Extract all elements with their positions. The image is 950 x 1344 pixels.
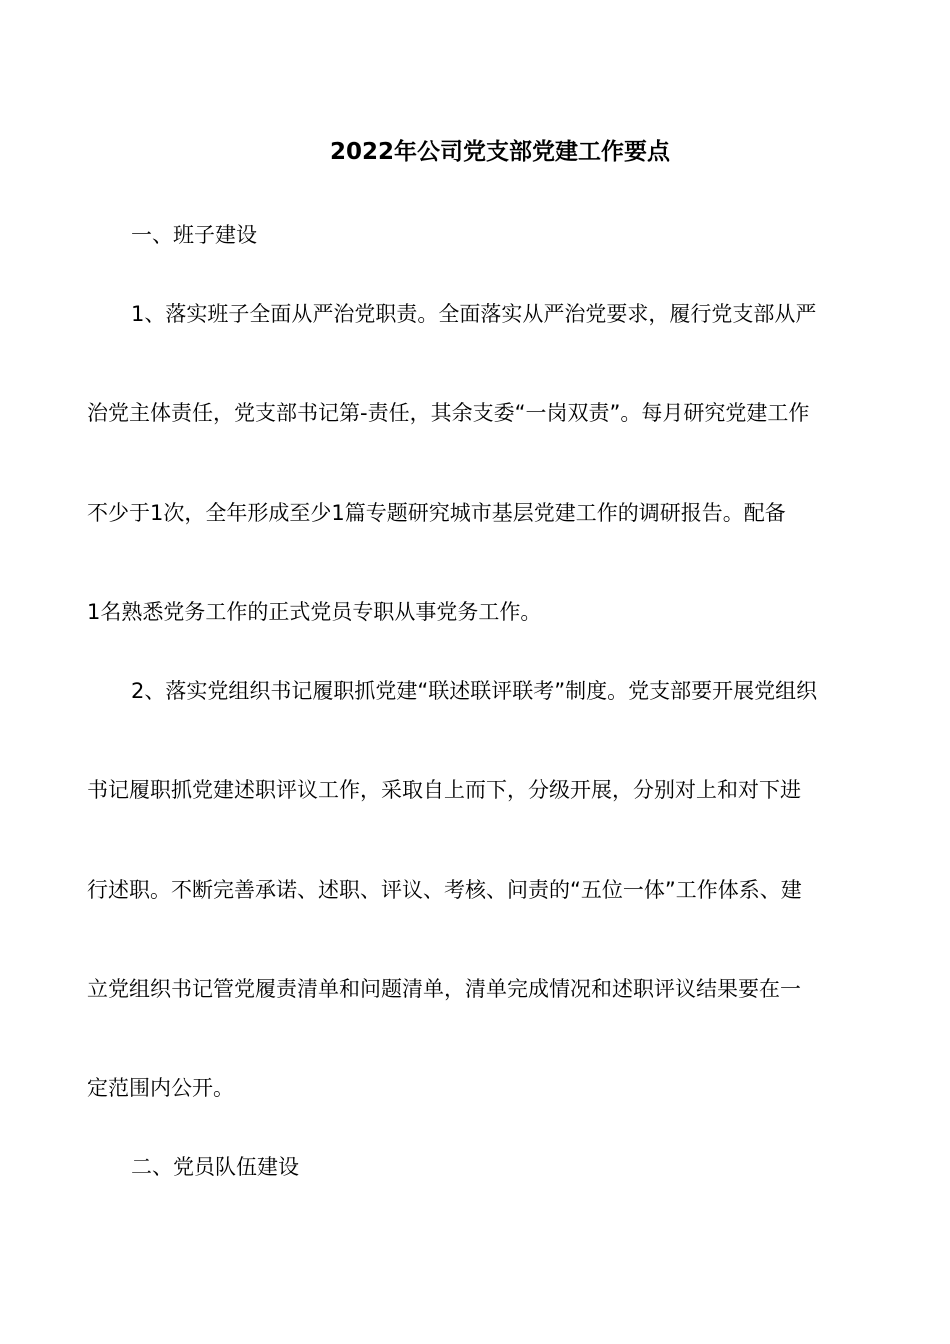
- paragraph-2-line-5: 定范围内公开。: [87, 1076, 234, 1100]
- paragraph-2-line-1: 2、落实党组织书记履职抓党建“联述联评联考”制度。党支部要开展党组织: [131, 679, 818, 703]
- section-heading-1: 一、班子建设: [131, 223, 257, 247]
- paragraph-1-line-2: 治党主体责任，党支部书记第-责任，其余支委“一岗双责”。每月研究党建工作: [87, 401, 810, 425]
- paragraph-2-line-3: 行述职。不断完善承诺、述职、评议、考核、问责的“五位一体”工作体系、建: [87, 878, 802, 902]
- paragraph-2-line-2: 书记履职抓党建述职评议工作，采取自上而下，分级开展，分别对上和对下进: [87, 778, 801, 802]
- paragraph-1-line-4: 1名熟悉党务工作的正式党员专职从事党务工作。: [87, 600, 542, 624]
- paragraph-2-line-4: 立党组织书记管党履责清单和问题清单，清单完成情况和述职评议结果要在一: [87, 977, 801, 1001]
- paragraph-1-line-3: 不少于1次，全年形成至少1篇专题研究城市基层党建工作的调研报告。配备: [87, 501, 786, 525]
- section-heading-2: 二、党员队伍建设: [131, 1155, 299, 1179]
- paragraph-1-line-1: 1、落实班子全面从严治党职责。全面落实从严治党要求，履行党支部从严: [131, 302, 817, 326]
- document-title: 2022年公司党支部党建工作要点: [329, 139, 670, 165]
